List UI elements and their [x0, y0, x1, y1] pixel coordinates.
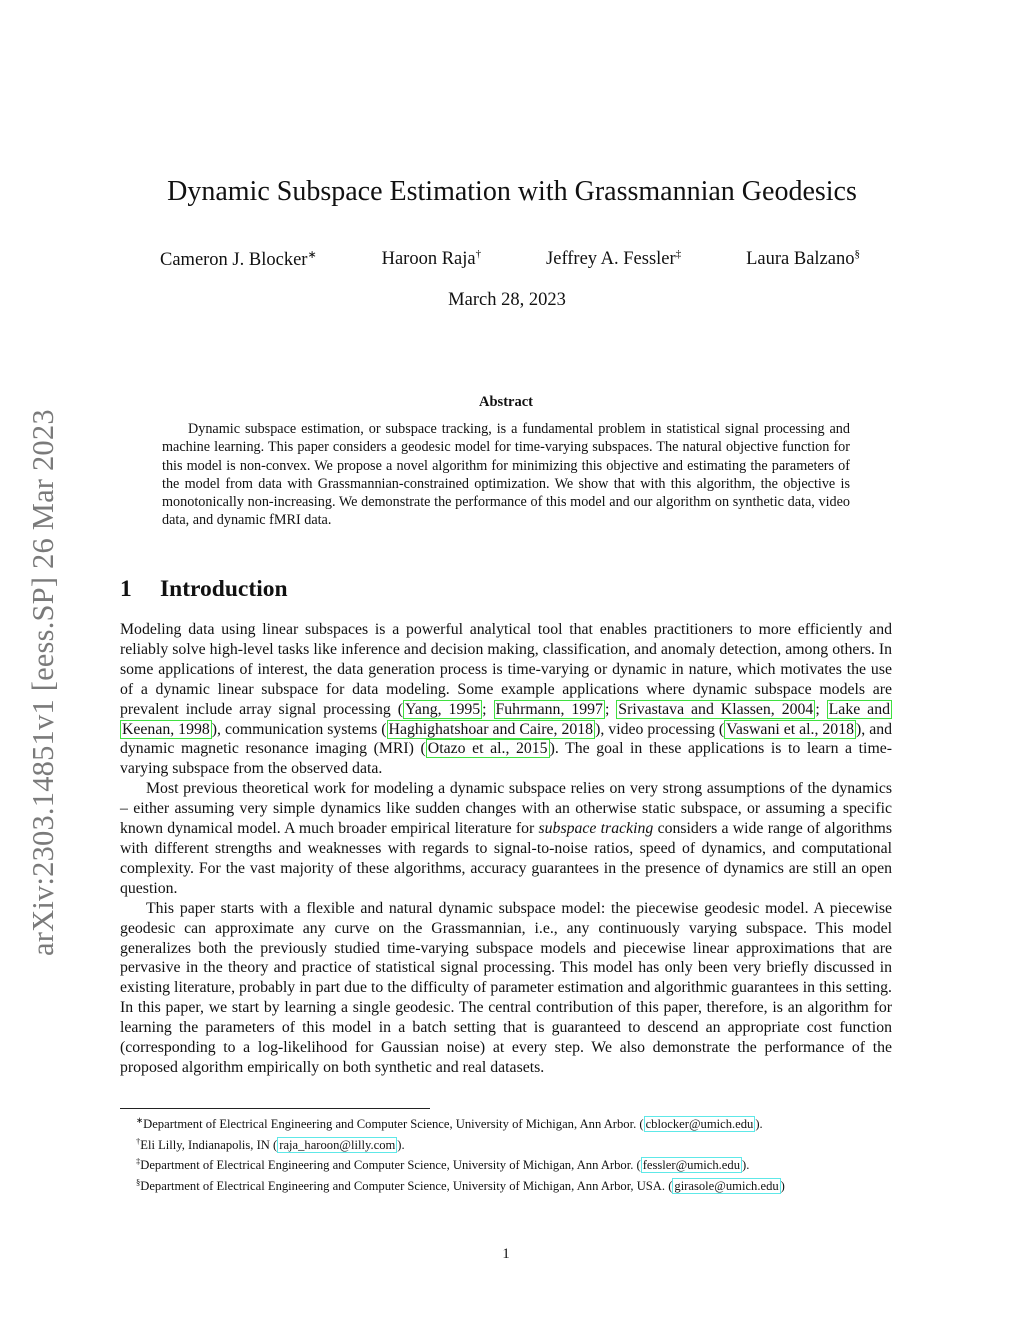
- paragraph: [120, 779, 892, 898]
- citation-link[interactable]: Otazo et al., 2015: [427, 740, 548, 758]
- author-footnote-mark[interactable]: ∗: [307, 249, 317, 261]
- author-name: Cameron J. Blocker: [160, 250, 308, 270]
- paragraph-text: Most previous theoretical work for modeling a dynamic subspace relies on very strong assumptions of the dynamics – either assuming very simple dynamics like sudden changes with an otherwise static subspace, or assuming a specific known dynamical model. A much broader empirical literature for: [120, 780, 892, 838]
- paragraph: [120, 620, 892, 779]
- author-footnote-mark[interactable]: †: [475, 248, 482, 260]
- citation-link[interactable]: Vaswani et al., 2018: [726, 720, 854, 738]
- paper-title: Dynamic Subspace Estimation with Grassmannian Geodesics: [167, 176, 857, 207]
- email-link[interactable]: cblocker@umich.edu: [645, 1117, 754, 1131]
- paragraph-text: ), and dynamic magnetic resonance imaging (MRI) (: [120, 720, 893, 758]
- citation-link[interactable]: Yang, 1995: [405, 700, 481, 718]
- citation-link[interactable]: Srivastava and Klassen, 2004: [618, 700, 814, 718]
- email-link[interactable]: girasole@umich.edu: [674, 1178, 779, 1193]
- author-list: [160, 248, 860, 271]
- footnote-text: Eli Lilly, Indianapolis, IN (: [140, 1137, 278, 1152]
- citation-link[interactable]: Fuhrmann, 1997: [495, 700, 603, 718]
- arxiv-identifier-stamp: arXiv:2303.14851v1 [eess.SP] 26 Mar 2023: [26, 409, 60, 956]
- footnote-mark: ∗: [136, 1115, 144, 1125]
- section-title: Introduction: [160, 576, 288, 602]
- paragraph-text: ). The goal in these applications is to learn a time-varying subspace from the observed data.: [120, 740, 893, 778]
- author: [546, 248, 681, 271]
- section-number: 1: [120, 576, 132, 602]
- footnote-text: Department of Electrical Engineering and Computer Science, University of Michigan, Ann Arbor, USA. (: [140, 1178, 673, 1193]
- citation-separator: ;: [482, 700, 494, 718]
- email-link[interactable]: raja_haroon@lilly.com: [279, 1137, 396, 1152]
- citation-separator: ;: [604, 700, 617, 718]
- paragraph: This paper starts with a flexible and natural dynamic subspace model: the piecewise geodesic model. A piecewise geodesic can approximate any curve on the Grassmannian, i.e., any continuously varying subspace. This model generalizes both the previously studied time-varying subspace models and piecewise linear approximations that are pervasive in the theory and practice of statistical signal processing. This model has only been very briefly discussed in existing literature, probably in part due to the difficulty of parameter estimation and algorithmic guarantees in this setting. In this paper, we start by learning a single geodesic. The central contribution of this paper, therefore, is an algorithm for learning the parameters of this model in a batch setting that is guaranteed to descend an appropriate cost function (corresponding to a log-likelihood for Gaussian noise) at every step. We also demonstrate the performance of the proposed algorithm empirically on both synthetic and real datasets.: [120, 899, 892, 1076]
- footnote-mark: ‡: [136, 1156, 141, 1166]
- footnote-text: Department of Electrical Engineering and Computer Science, University of Michigan, Ann Arbor. (: [143, 1117, 644, 1131]
- author-name: Laura Balzano: [746, 249, 855, 269]
- paragraph-text: ), video processing (: [595, 720, 725, 738]
- publication-date: March 28, 2023: [448, 290, 566, 310]
- footnote-mark: §: [136, 1176, 141, 1187]
- author: [382, 248, 482, 271]
- footnote-text: Department of Electrical Engineering and Computer Science, University of Michigan, Ann Arbor. (: [140, 1158, 641, 1172]
- footnote-end: ).: [742, 1158, 750, 1172]
- emphasized-term: subspace tracking: [538, 820, 654, 838]
- footnote-end: ).: [397, 1137, 405, 1152]
- footnote-mark: †: [136, 1135, 141, 1146]
- footnote-end: ): [780, 1178, 785, 1193]
- page-number: 1: [502, 1246, 510, 1262]
- author: [746, 248, 860, 271]
- footnote: [120, 1153, 892, 1174]
- paragraph-text: ), communication systems (: [211, 720, 387, 738]
- footnotes: [120, 1112, 892, 1194]
- footnote-divider: [120, 1108, 430, 1109]
- citation-link[interactable]: Lake and Keenan, 1998: [122, 700, 890, 738]
- author: [160, 248, 317, 271]
- citation-link[interactable]: Haghighatshoar and Caire, 2018: [388, 720, 594, 738]
- citation-separator: ;: [815, 700, 827, 718]
- introduction-body: [120, 620, 892, 1078]
- paragraph-text: Modeling data using linear subspaces is a powerful analytical tool that enables practitioners to more efficiently and reliably solve high-level tasks like inference and decision making, classification, and anomaly detection, among others. In some applications of interest, the data generation process is time-varying or dynamic in nature, which motivates the use of a dynamic linear subspace for data modeling. Some example applications where dynamic subspace models are prevalent include array signal processing (: [120, 621, 892, 718]
- footnote: [120, 1174, 892, 1195]
- footnote-end: ).: [755, 1117, 763, 1131]
- author-name: Jeffrey A. Fessler: [546, 249, 676, 269]
- abstract-heading: Abstract: [479, 394, 533, 410]
- abstract-text: Dynamic subspace estimation, or subspace tracking, is a fundamental problem in statistical signal processing and machine learning. This paper considers a geodesic model for time-varying subspaces. The natural objective function for this model is non-convex. We propose a novel algorithm for minimizing this objective and estimating the parameters of the model from data with Grassmannian-constrained optimization. We show that with this algorithm, the objective is monotonically non-increasing. We demonstrate the performance of this model and our algorithm on synthetic data, video data, and dynamic fMRI data.: [162, 421, 850, 529]
- email-link[interactable]: fessler@umich.edu: [642, 1158, 740, 1172]
- author-name: Haroon Raja: [381, 249, 476, 269]
- author-footnote-mark[interactable]: §: [854, 248, 860, 260]
- paragraph-text: considers a wide range of algorithms with different strengths and weaknesses with regards to signal-to-noise ratios, speed of dynamics, and computational complexity. For the vast majority of these algorithms, accuracy guarantees in the presence of dynamics are still an open question.: [120, 820, 892, 897]
- footnote: [120, 1133, 892, 1154]
- footnote: [120, 1112, 892, 1133]
- author-footnote-mark[interactable]: ‡: [675, 248, 682, 260]
- section-heading-introduction: [120, 576, 288, 603]
